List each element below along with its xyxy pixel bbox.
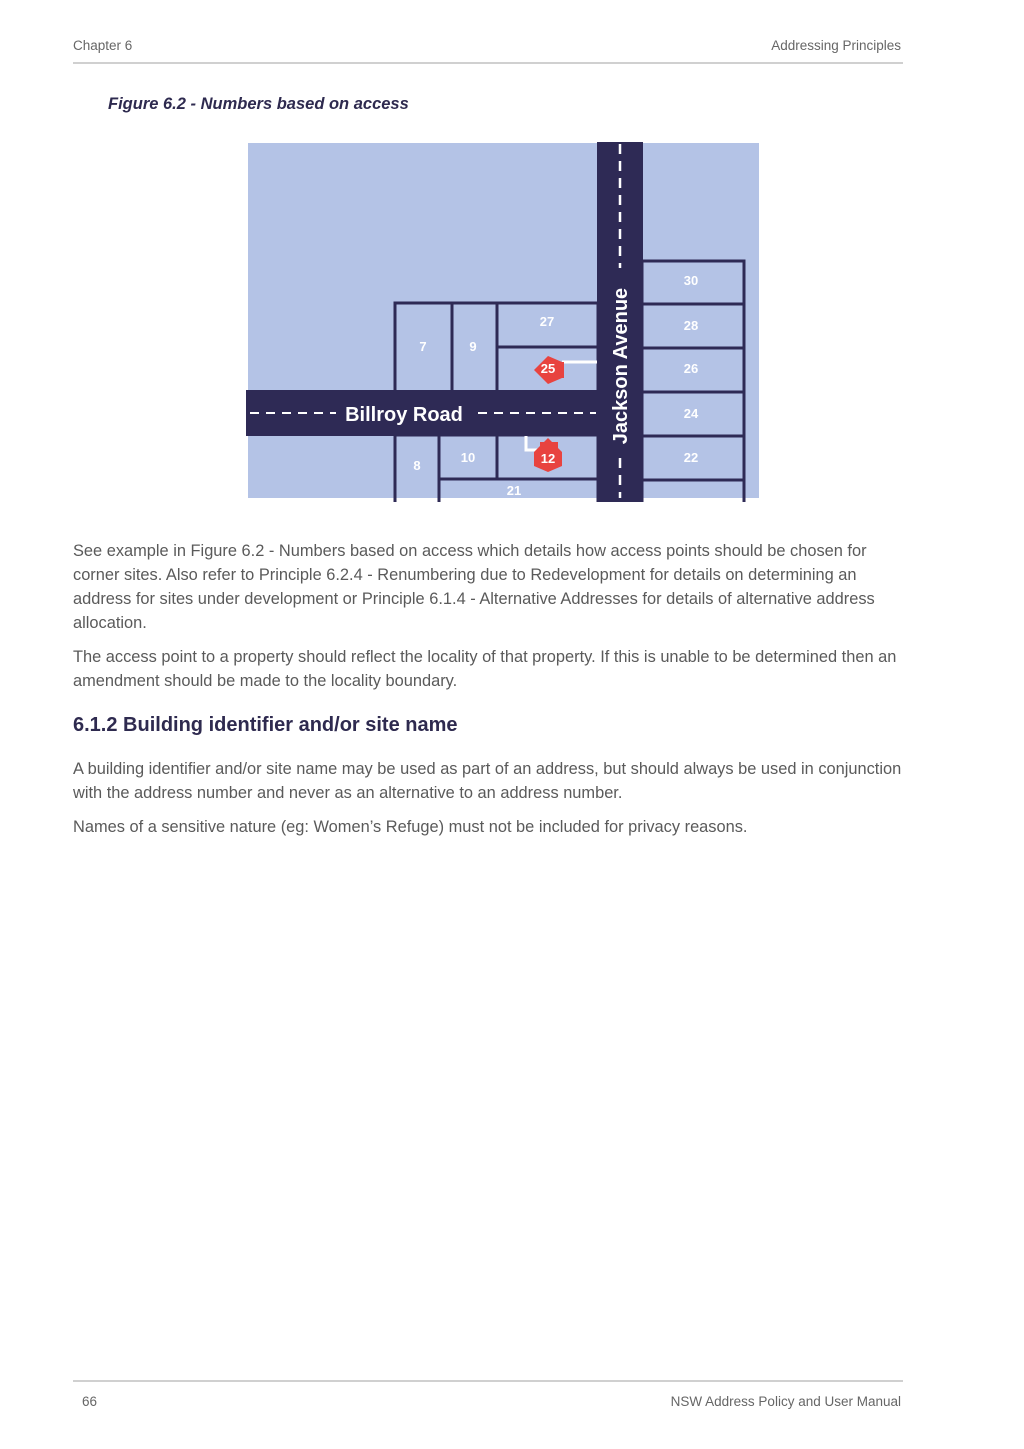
paragraph-building-identifier: A building identifier and/or site name may be used as part of an address, but should always be used in conjunction with the address number and never as an alternative to an address number.	[73, 760, 902, 802]
chapter-label: Chapter 6	[73, 38, 133, 53]
jackson-avenue-label: Jackson Avenue	[610, 287, 632, 445]
section-label: Addressing Principles	[771, 38, 901, 53]
lot-number-12: 12	[540, 451, 556, 466]
lot-number-22: 22	[683, 450, 699, 465]
page-footer	[73, 1380, 903, 1412]
lot-number-25: 25	[540, 361, 556, 376]
billroy-road-label: Billroy Road	[345, 404, 463, 426]
lot-number-8: 8	[413, 458, 421, 473]
section-heading: 6.1.2 Building identifier and/or site name	[73, 714, 458, 736]
lot-number-10: 10	[460, 450, 476, 465]
lot-number-9: 9	[469, 339, 477, 354]
paragraph-figure-reference: See example in Figure 6.2 - Numbers based on access which details how access points should be chosen for corner sites. Also refer to Principle 6.2.4 - Renumbering due to Redevelopment for details on determining an address for sites under development or Principle 6.1.4 - Alternative Addresses for details of alternative address allocation.	[73, 542, 875, 632]
lot-number-26: 26	[683, 361, 699, 376]
paragraph-sensitive-names: Names of a sensitive nature (eg: Women’s Refuge) must not be included for privacy reasons.	[73, 818, 748, 836]
lot-number-30: 30	[683, 273, 699, 288]
page-number: 66	[82, 1394, 98, 1409]
paragraph-access-point: The access point to a property should reflect the locality of that property. If this is unable to be determined then an amendment should be made to the locality boundary.	[73, 648, 897, 690]
page-header	[73, 36, 903, 64]
lot-number-7: 7	[419, 339, 427, 354]
document-title: NSW Address Policy and User Manual	[670, 1394, 901, 1409]
figure-caption: Figure 6.2 - Numbers based on access	[108, 95, 409, 113]
street-diagram	[244, 140, 764, 502]
lot-number-28: 28	[683, 318, 699, 333]
lot-number-24: 24	[683, 406, 699, 421]
lot-number-21: 21	[506, 483, 522, 498]
lot-number-27: 27	[539, 314, 555, 329]
diagram-background	[248, 143, 759, 498]
